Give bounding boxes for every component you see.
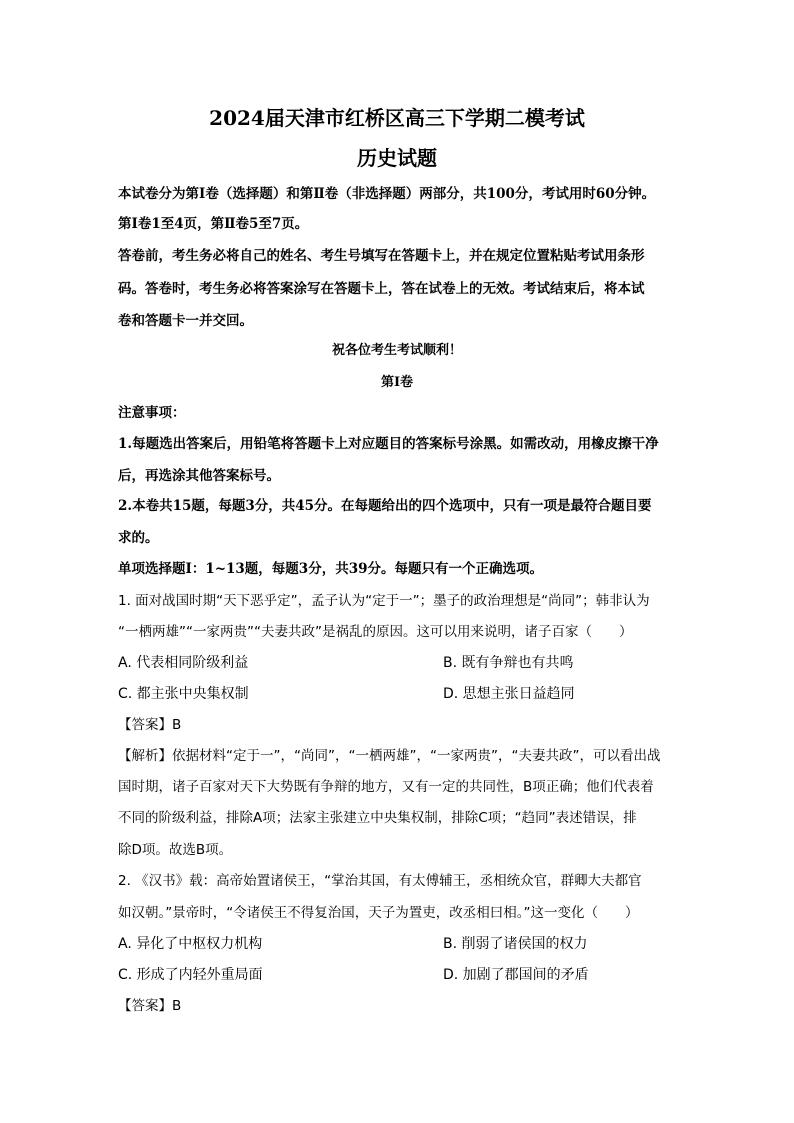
exam-title: 2024届天津市红桥区高三下学期二模考试	[209, 106, 585, 130]
intro-line-4: 码。答卷时，考生务必将答案涂写在答题卡上，答在试卷上的无效。考试结束后，将本试	[118, 281, 645, 297]
question-2-option-b: B. 削弱了诸侯国的权力	[443, 936, 588, 952]
note-2-line-1: 2.本卷共15题，每题3分，共45分。在每题给出的四个选项中，只有一项是最符合题目要	[118, 498, 652, 514]
question-1-analysis-line-2: 国时期，诸子百家对天下大势既有争辩的地方，又有一定的共同性，B项正确；他们代表着	[118, 779, 654, 795]
question-1-answer: 【答案】B	[118, 717, 182, 733]
exam-subtitle: 历史试题	[357, 146, 437, 170]
note-1-line-1: 1.每题选出答案后，用铅笔将答题卡上对应题目的答案标号涂黑。如需改动，用橡皮擦干净	[118, 436, 659, 452]
question-1-stem-line-1: 1. 面对战国时期“天下恶乎定”，孟子认为“定于一”；墨子的政治理想是“尚同”；韩非认为	[118, 593, 650, 609]
question-1-option-c: C. 都主张中央集权制	[118, 686, 249, 702]
note-2-line-2: 求的。	[118, 530, 159, 546]
question-1-option-a: A. 代表相同阶级利益	[118, 655, 249, 671]
question-2-option-d: D. 加剧了郡国间的矛盾	[443, 967, 589, 983]
question-2-option-c: C. 形成了内轻外重局面	[118, 967, 263, 983]
question-2-answer: 【答案】B	[118, 998, 182, 1014]
intro-line-1: 本试卷分为第Ⅰ卷（选择题）和第Ⅱ卷（非选择题）两部分，共100分，考试用时60分钟。	[118, 186, 656, 202]
question-2-stem-line-1: 2. 《汉书》载：高帝始置诸侯王，“掌治其国，有太傅辅王，丞相统众官，群卿大夫都官	[118, 873, 642, 889]
notes-heading: 注意事项：	[118, 405, 186, 421]
question-2-stem-line-2: 如汉朝。”景帝时，“令诸侯王不得复治国，天子为置吏，改丞相曰相。”这一变化（ ）	[118, 905, 639, 921]
question-1-analysis-line-3: 不同的阶级利益，排除A项；法家主张建立中央集权制，排除C项；“趋同”表述错误，排	[118, 810, 637, 826]
question-1-analysis-line-1: 【解析】依据材料“定于一”，“尚同”，“一栖两雄”，“一家两贵”，“夫妻共政”，可以看出战	[118, 748, 661, 764]
intro-line-5: 卷和答题卡一并交回。	[118, 313, 253, 329]
question-1-stem-line-2: “一栖两雄”“一家两贵”“夫妻共政”是祸乱的原因。这可以用来说明，诸子百家（ ）	[118, 624, 633, 640]
question-1-option-d: D. 思想主张日益趋同	[443, 686, 575, 702]
section-heading: 第Ⅰ卷	[380, 375, 414, 390]
intro-line-2: 第Ⅰ卷1至4页，第Ⅱ卷5至7页。	[118, 216, 309, 232]
note-1-line-2: 后，再选涂其他答案标号。	[118, 468, 280, 484]
intro-line-3: 答卷前，考生务必将自己的姓名、考生号填写在答题卡上，并在规定位置粘贴考试用条形	[118, 248, 645, 264]
question-2-option-a: A. 异化了中枢权力机构	[118, 936, 263, 952]
wish-text: 祝各位考生考试顺利！	[331, 343, 462, 358]
single-choice-instructions: 单项选择题Ⅰ：1~13题，每题3分，共39分。每题只有一个正确选项。	[118, 561, 543, 577]
question-1-analysis-line-4: 除D项。故选B项。	[118, 842, 233, 858]
question-1-option-b: B. 既有争辩也有共鸣	[443, 655, 574, 671]
